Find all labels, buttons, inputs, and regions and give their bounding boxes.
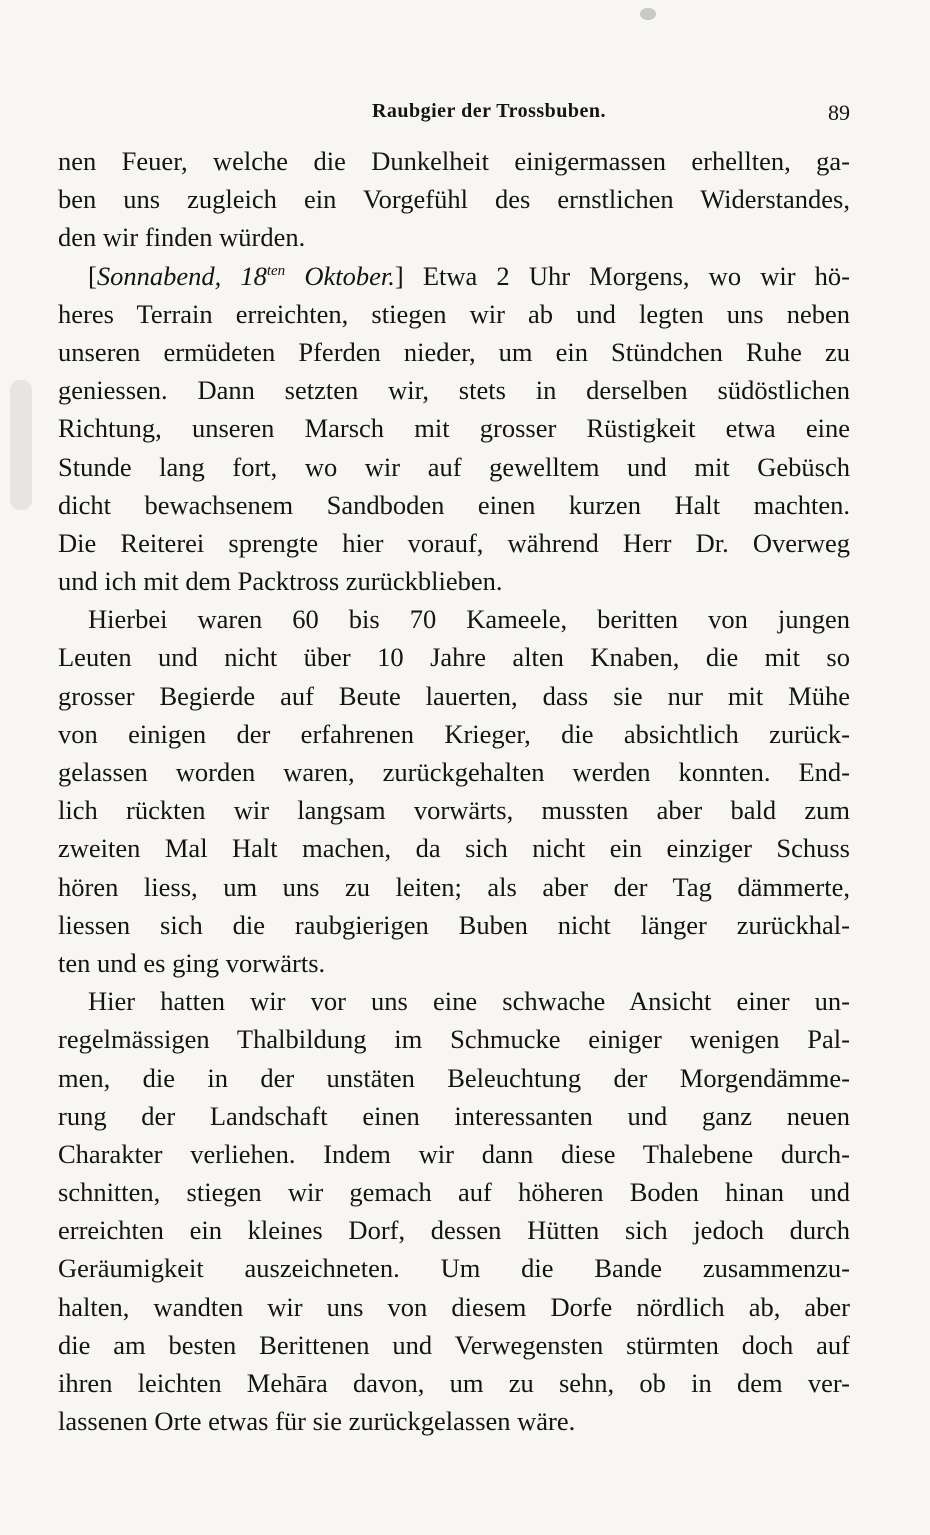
date-marker: Sonnabend, $18^{ten}$ Oktober. [96,260,395,291]
text-line: Hierbei waren 60 bis 70 Kameele, beritten von jungen [88,604,850,635]
text-line-date: [Sonnabend, $18^{ten}$ Oktober.] Etwa 2 Uhr Morgens, wo wir hö- [88,260,850,291]
text-line: halten, wandten wir uns von diesem Dorfe nördlich ab, aber [58,1291,850,1322]
text-line: Stunde lang fort, wo wir auf gewelltem und mit Gebüsch [58,451,850,482]
paper-stain [10,380,32,510]
text-line: grosser Begierde auf Beute lauerten, dass sie nur mit Mühe [58,680,850,711]
date-bracket-open: [ [88,260,97,291]
text-line: liessen sich die raubgierigen Buben nicht länger zurückhal- [58,909,850,940]
text-line: rung der Landschaft einen interessanten und ganz neuen [58,1100,850,1131]
text-line: unseren ermüdeten Pferden nieder, um ein Stündchen Ruhe zu [58,336,850,367]
text-line: dicht bewachsenem Sandboden einen kurzen Halt machten. [58,489,850,520]
text-line: zweiten Mal Halt machen, da sich nicht ein einziger Schuss [58,833,850,864]
text-line: Die Reiterei sprengte hier vorauf, während Herr Dr. Overweg [58,527,850,558]
text-line: gelassen worden waren, zurückgehalten werden konnten. End- [58,757,850,787]
text-line: geniessen. Dann setzten wir, stets in derselben südöstlichen [58,375,850,406]
text-line: ihren leichten Mehāra davon, um zu sehn, ob in dem ver- [58,1368,850,1398]
text-line: und ich mit dem Packtross zurückblieben. [58,566,503,597]
text-line: von einigen der erfahrenen Krieger, die absichtlich zurück- [58,718,850,749]
text-line: die am besten Berittenen und Verwegensten stürmten doch auf [58,1329,850,1360]
text-line: ten und es ging vorwärts. [58,947,326,978]
text-line: men, die in der unstäten Beleuchtung der Morgendämme- [58,1062,850,1093]
date-bracket-close: ] [394,260,404,291]
text-line: heres Terrain erreichten, stiegen wir ab und legten uns neben [58,298,850,329]
text-line: lich rückten wir langsam vorwärts, mussten aber bald zum [58,795,850,826]
text-line: regelmässigen Thalbildung im Schmucke einiger wenigen Pal- [58,1024,850,1055]
text-line: den wir finden würden. [58,222,306,253]
book-page [58,92,850,1440]
text-line: Leuten und nicht über 10 Jahre alten Knaben, die mit so [58,642,850,673]
text-line: lassenen Orte etwas für sie zurückgelassen wäre. [58,1406,576,1437]
text-line: erreichten ein kleines Dorf, dessen Hütten sich jedoch durch [58,1215,850,1246]
body-text [58,142,850,1440]
paper-speck [640,8,656,20]
page-header [58,92,850,136]
text-line: schnitten, stiegen wir gemach auf höheren Boden hinan und [58,1177,850,1208]
running-title: Raubgier der Trossbuben. [371,100,607,122]
text-line: Geräumigkeit auszeichneten. Um die Bande zusammenzu- [58,1253,850,1284]
text-line: Richtung, unseren Marsch mit grosser Rüstigkeit etwa eine [58,413,850,444]
text-line: Charakter verliehen. Indem wir dann diese Thalebene durch- [58,1138,850,1169]
page-number: 89 [828,100,850,125]
text-line: Hier hatten wir vor uns eine schwache Ansicht einer un- [88,986,850,1017]
text-line: ben uns zugleich ein Vorgefühl des ernstlichen Widerstandes, [58,184,850,215]
text-line: hören liess, um uns zu leiten; als aber der Tag dämmerte, [58,871,850,902]
text-line: nen Feuer, welche die Dunkelheit einigermassen erhellten, ga- [58,146,850,176]
